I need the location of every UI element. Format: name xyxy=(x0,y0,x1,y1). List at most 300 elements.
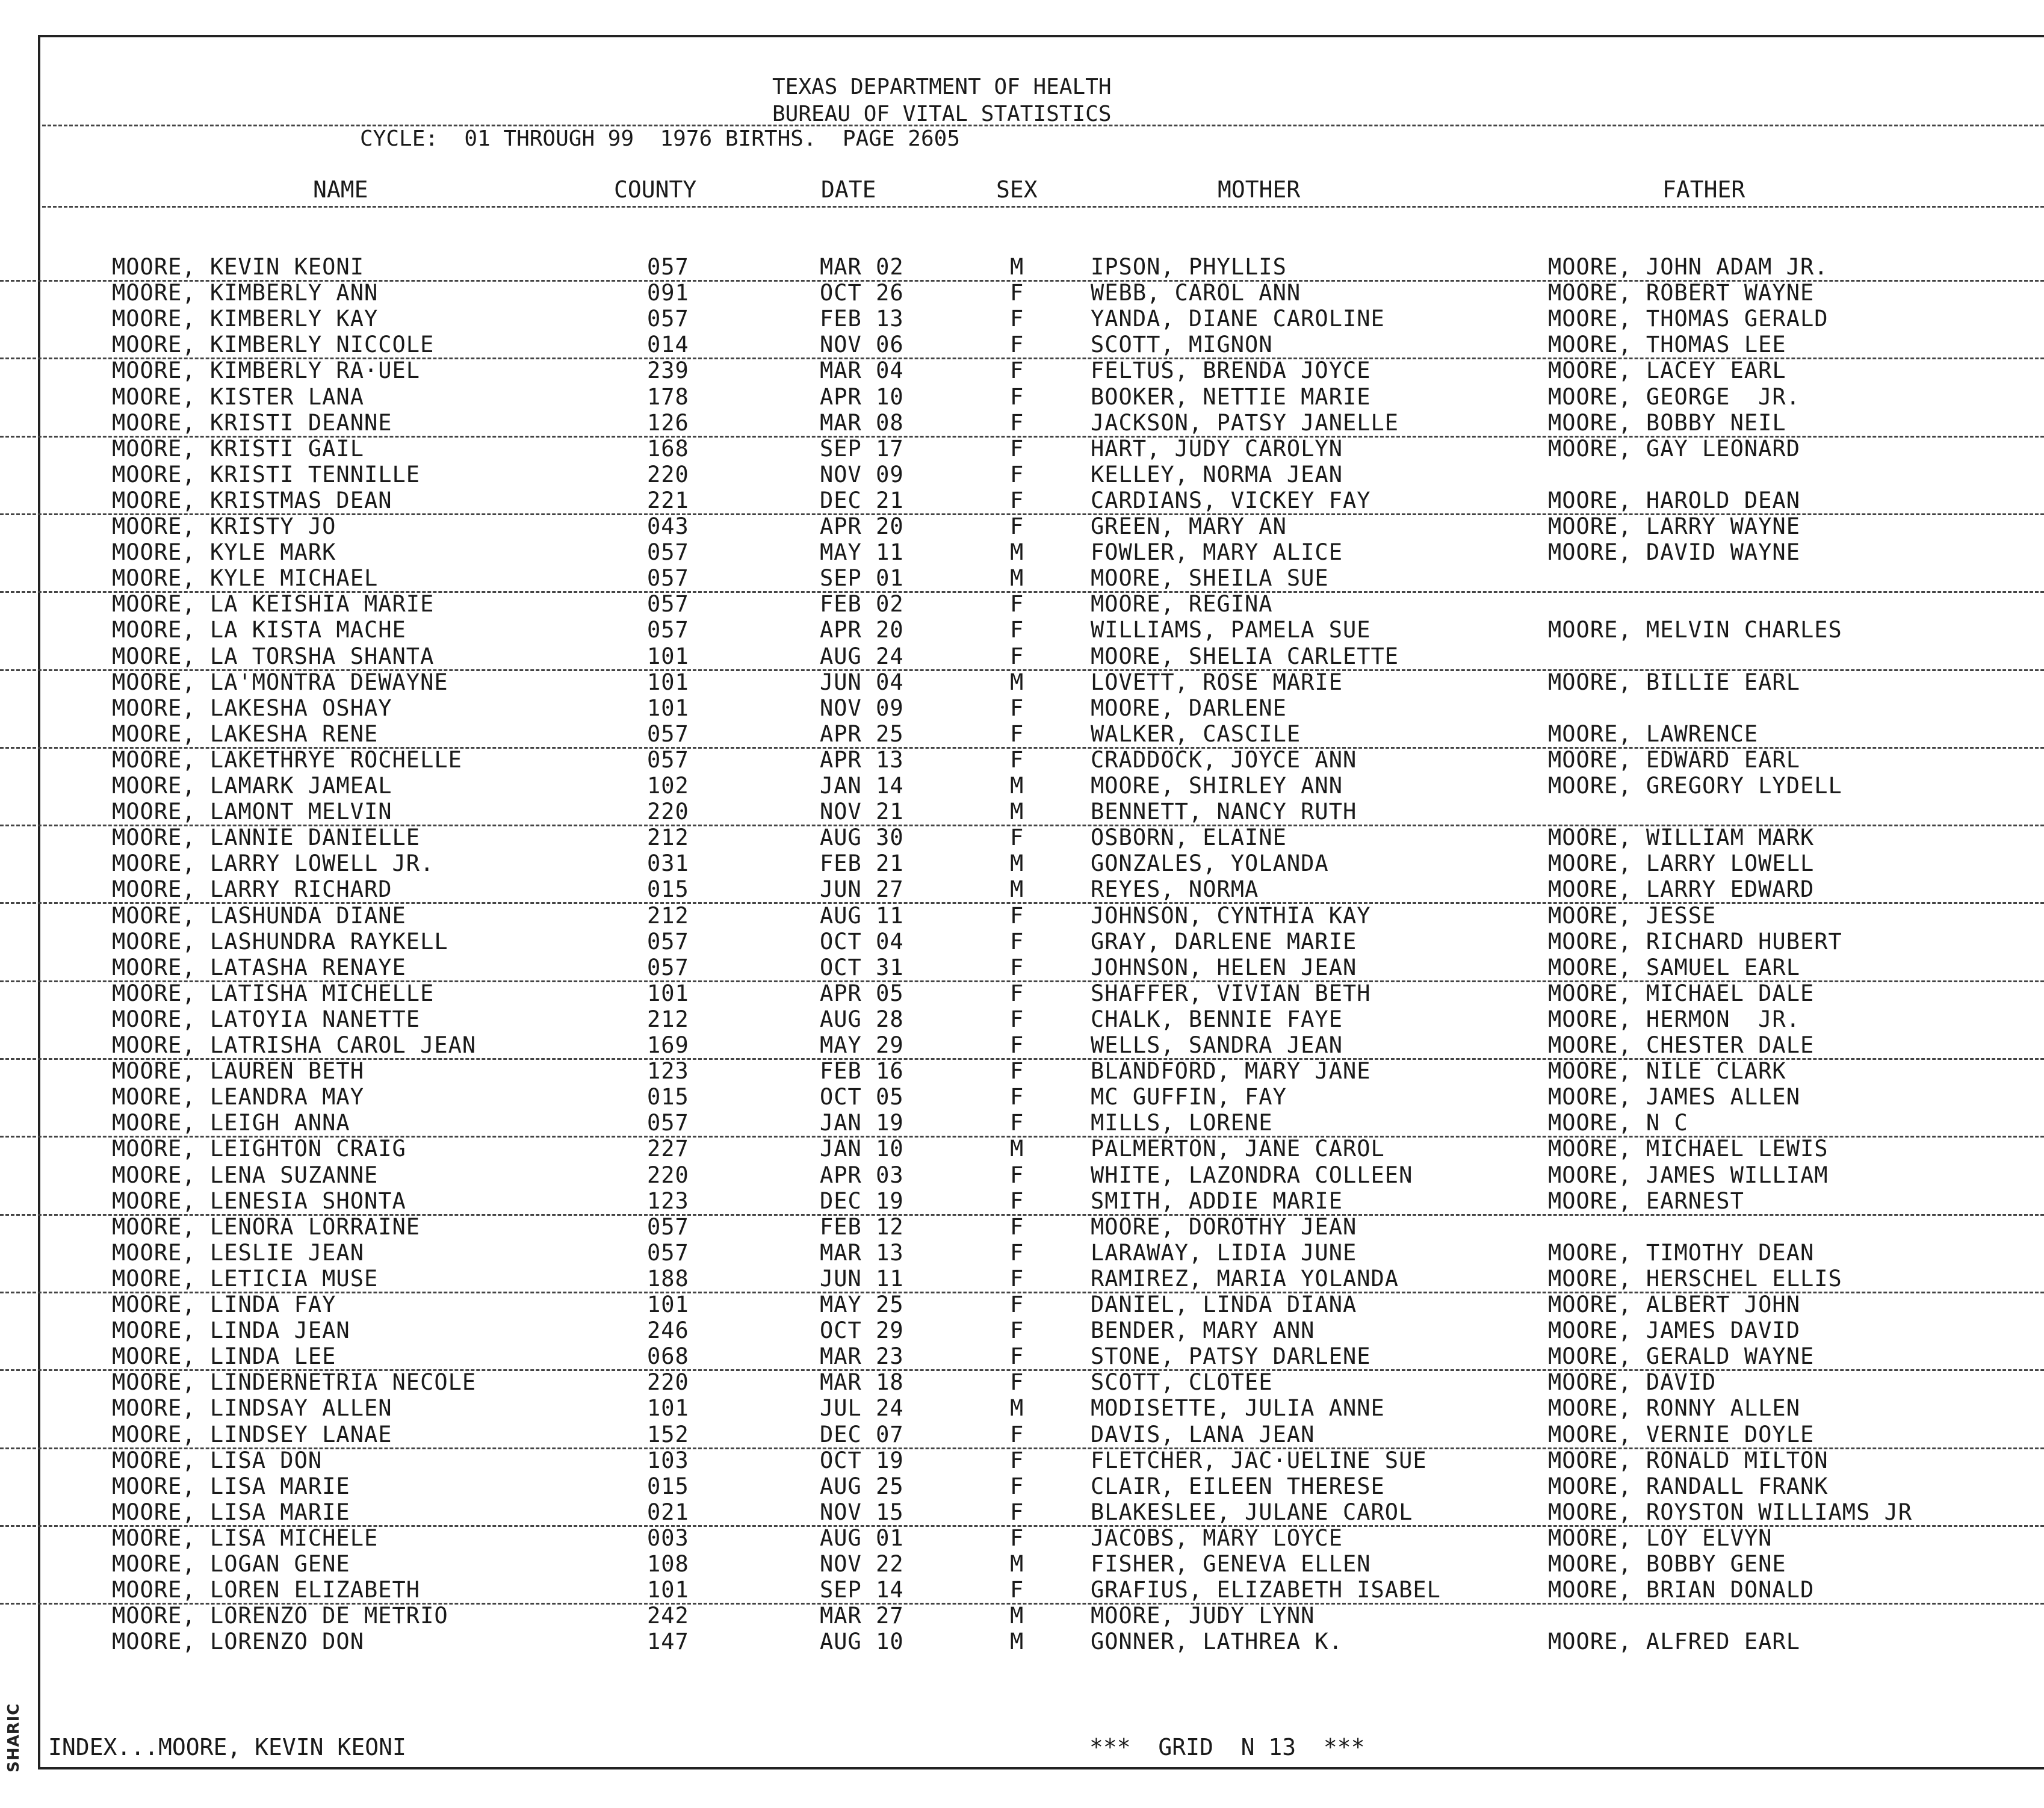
table-row xyxy=(0,1110,2044,1138)
record-mother: BENNETT, NANCY RUTH xyxy=(1091,799,1357,825)
record-date: JAN 10 xyxy=(820,1136,904,1162)
record-county: 068 xyxy=(647,1343,689,1369)
record-sex: F xyxy=(1010,513,1024,539)
record-county: 220 xyxy=(647,1162,689,1188)
table-row xyxy=(0,539,2044,565)
record-mother: SCOTT, MIGNON xyxy=(1091,332,1273,358)
record-father: MOORE, HERMON JR. xyxy=(1548,1006,1800,1032)
record-sex: F xyxy=(1010,306,1024,332)
record-sex: F xyxy=(1010,1292,1024,1317)
column-header-mother: MOTHER xyxy=(1218,176,1301,203)
record-name: MOORE, LA KEISHIA MARIE xyxy=(112,591,435,617)
record-date: NOV 15 xyxy=(820,1499,904,1525)
record-name: MOORE, LENORA LORRAINE xyxy=(112,1214,421,1240)
record-name: MOORE, KIMBERLY ANN xyxy=(112,280,379,306)
record-name: MOORE, LINDA LEE xyxy=(112,1343,336,1369)
record-county: 015 xyxy=(647,1473,689,1499)
record-date: MAR 23 xyxy=(820,1343,904,1369)
record-father: MOORE, JOHN ADAM JR. xyxy=(1548,254,1829,280)
record-sex: F xyxy=(1010,721,1024,747)
record-father: MOORE, BOBBY GENE xyxy=(1548,1551,1786,1577)
record-father: MOORE, RONNY ALLEN xyxy=(1548,1395,1800,1421)
record-father: MOORE, DAVID WAYNE xyxy=(1548,539,1800,565)
record-sex: F xyxy=(1010,1058,1024,1084)
record-name: MOORE, LA TORSHA SHANTA xyxy=(112,643,435,669)
record-mother: GONZALES, YOLANDA xyxy=(1091,850,1329,876)
record-name: MOORE, LEANDRA MAY xyxy=(112,1084,364,1110)
record-date: AUG 30 xyxy=(820,825,904,850)
table-row xyxy=(0,1422,2044,1449)
record-date: OCT 19 xyxy=(820,1447,904,1473)
table-row xyxy=(0,1214,2044,1240)
record-county: 246 xyxy=(647,1317,689,1343)
record-sex: F xyxy=(1010,825,1024,850)
record-father: MOORE, LACEY EARL xyxy=(1548,358,1786,383)
record-date: AUG 24 xyxy=(820,643,904,669)
record-date: JAN 14 xyxy=(820,773,904,799)
record-sex: F xyxy=(1010,1214,1024,1240)
record-mother: DAVIS, LANA JEAN xyxy=(1091,1422,1315,1447)
record-sex: M xyxy=(1010,1136,1024,1162)
record-mother: MOORE, JUDY LYNN xyxy=(1091,1603,1315,1629)
table-row xyxy=(0,747,2044,773)
record-name: MOORE, LISA MICHELE xyxy=(112,1525,379,1551)
record-mother: BLAKESLEE, JULANE CAROL xyxy=(1091,1499,1413,1525)
record-date: DEC 21 xyxy=(820,488,904,513)
record-name: MOORE, LENESIA SHONTA xyxy=(112,1188,406,1214)
record-date: SEP 01 xyxy=(820,565,904,591)
record-name: MOORE, LANNIE DANIELLE xyxy=(112,825,421,850)
record-date: FEB 16 xyxy=(820,1058,904,1084)
record-father: MOORE, DAVID xyxy=(1548,1369,1717,1395)
record-name: MOORE, LARRY RICHARD xyxy=(112,876,392,902)
record-date: JUN 11 xyxy=(820,1266,904,1292)
record-county: 220 xyxy=(647,1369,689,1395)
record-sex: F xyxy=(1010,1006,1024,1032)
record-name: MOORE, LAMARK JAMEAL xyxy=(112,773,392,799)
table-row xyxy=(0,1058,2044,1084)
record-date: SEP 17 xyxy=(820,436,904,462)
table-row xyxy=(0,1369,2044,1395)
record-mother: JOHNSON, HELEN JEAN xyxy=(1091,955,1357,980)
record-date: AUG 10 xyxy=(820,1629,904,1655)
record-county: 057 xyxy=(647,929,689,955)
table-row xyxy=(0,1395,2044,1421)
record-sex: F xyxy=(1010,1240,1024,1266)
record-date: OCT 26 xyxy=(820,280,904,306)
record-father: MOORE, RICHARD HUBERT xyxy=(1548,929,1842,955)
record-date: JUL 24 xyxy=(820,1395,904,1421)
table-row xyxy=(0,384,2044,410)
record-father: MOORE, NILE CLARK xyxy=(1548,1058,1786,1084)
record-county: 015 xyxy=(647,1084,689,1110)
record-sex: M xyxy=(1010,1395,1024,1421)
record-mother: GRAY, DARLENE MARIE xyxy=(1091,929,1357,955)
record-mother: BENDER, MARY ANN xyxy=(1091,1317,1315,1343)
record-date: MAY 11 xyxy=(820,539,904,565)
record-name: MOORE, LEIGH ANNA xyxy=(112,1110,350,1136)
record-mother: JOHNSON, CYNTHIA KAY xyxy=(1091,903,1371,929)
record-county: 043 xyxy=(647,513,689,539)
record-county: 212 xyxy=(647,825,689,850)
record-sex: F xyxy=(1010,1473,1024,1499)
record-name: MOORE, LISA DON xyxy=(112,1447,323,1473)
table-row xyxy=(0,1447,2044,1473)
record-county: 242 xyxy=(647,1603,689,1629)
record-county: 101 xyxy=(647,1395,689,1421)
record-mother: MOORE, SHIRLEY ANN xyxy=(1091,773,1343,799)
record-mother: MOORE, REGINA xyxy=(1091,591,1273,617)
record-date: NOV 22 xyxy=(820,1551,904,1577)
record-county: 239 xyxy=(647,358,689,383)
record-mother: IPSON, PHYLLIS xyxy=(1091,254,1287,280)
record-name: MOORE, LATISHA MICHELLE xyxy=(112,980,435,1006)
record-date: DEC 19 xyxy=(820,1188,904,1214)
record-sex: F xyxy=(1010,955,1024,980)
record-sex: F xyxy=(1010,358,1024,383)
record-name: MOORE, LINDERNETRIA NECOLE xyxy=(112,1369,477,1395)
record-father: MOORE, JESSE xyxy=(1548,903,1717,929)
record-mother: GRAFIUS, ELIZABETH ISABEL xyxy=(1091,1577,1441,1603)
table-row xyxy=(0,1603,2044,1629)
record-father: MOORE, TIMOTHY DEAN xyxy=(1548,1240,1815,1266)
record-date: AUG 25 xyxy=(820,1473,904,1499)
record-sex: F xyxy=(1010,980,1024,1006)
record-name: MOORE, LASHUNDA DIANE xyxy=(112,903,406,929)
header-agency: TEXAS DEPARTMENT OF HEALTH xyxy=(772,75,1112,99)
record-father: MOORE, RANDALL FRANK xyxy=(1548,1473,1829,1499)
record-name: MOORE, LATRISHA CAROL JEAN xyxy=(112,1032,477,1058)
record-county: 123 xyxy=(647,1188,689,1214)
table-row xyxy=(0,876,2044,904)
record-name: MOORE, LAKESHA RENE xyxy=(112,721,379,747)
record-sex: F xyxy=(1010,1447,1024,1473)
record-sex: M xyxy=(1010,876,1024,902)
record-county: 101 xyxy=(647,1292,689,1317)
record-date: FEB 02 xyxy=(820,591,904,617)
record-county: 057 xyxy=(647,1110,689,1136)
record-mother: OSBORN, ELAINE xyxy=(1091,825,1287,850)
table-row xyxy=(0,436,2044,462)
record-name: MOORE, KRISTI TENNILLE xyxy=(112,462,421,488)
record-name: MOORE, KIMBERLY NICCOLE xyxy=(112,332,435,358)
record-mother: JACOBS, MARY LOYCE xyxy=(1091,1525,1343,1551)
record-mother: MC GUFFIN, FAY xyxy=(1091,1084,1287,1110)
record-name: MOORE, LESLIE JEAN xyxy=(112,1240,364,1266)
table-row xyxy=(0,617,2044,643)
record-name: MOORE, LARRY LOWELL JR. xyxy=(112,850,435,876)
record-mother: DANIEL, LINDA DIANA xyxy=(1091,1292,1357,1317)
record-date: NOV 21 xyxy=(820,799,904,825)
record-county: 169 xyxy=(647,1032,689,1058)
record-name: MOORE, KRISTI GAIL xyxy=(112,436,364,462)
record-date: AUG 11 xyxy=(820,903,904,929)
grid-label: *** GRID N 13 *** xyxy=(1089,1734,1365,1760)
record-father: MOORE, ROBERT WAYNE xyxy=(1548,280,1815,306)
record-name: MOORE, KRISTY JO xyxy=(112,513,336,539)
table-row xyxy=(0,565,2044,593)
record-father: MOORE, MICHAEL LEWIS xyxy=(1548,1136,1829,1162)
record-date: JUN 04 xyxy=(820,669,904,695)
table-row xyxy=(0,462,2044,488)
record-name: MOORE, KISTER LANA xyxy=(112,384,364,410)
record-county: 126 xyxy=(647,410,689,436)
table-row xyxy=(0,695,2044,721)
record-mother: MOORE, SHEILA SUE xyxy=(1091,565,1329,591)
record-mother: GREEN, MARY AN xyxy=(1091,513,1287,539)
record-mother: STONE, PATSY DARLENE xyxy=(1091,1343,1371,1369)
record-date: APR 10 xyxy=(820,384,904,410)
table-row xyxy=(0,1343,2044,1371)
record-sex: M xyxy=(1010,1551,1024,1577)
record-county: 091 xyxy=(647,280,689,306)
record-sex: F xyxy=(1010,929,1024,955)
record-county: 101 xyxy=(647,669,689,695)
record-sex: F xyxy=(1010,1422,1024,1447)
header-cycle: CYCLE: 01 THROUGH 99 1976 BIRTHS. PAGE 2605 xyxy=(360,126,960,151)
table-row xyxy=(0,903,2044,929)
record-name: MOORE, LEIGHTON CRAIG xyxy=(112,1136,406,1162)
record-mother: BLANDFORD, MARY JANE xyxy=(1091,1058,1371,1084)
table-row xyxy=(0,280,2044,306)
record-sex: M xyxy=(1010,669,1024,695)
record-county: 101 xyxy=(647,643,689,669)
record-mother: HART, JUDY CAROLYN xyxy=(1091,436,1343,462)
record-name: MOORE, KYLE MARK xyxy=(112,539,336,565)
record-county: 057 xyxy=(647,565,689,591)
record-mother: WELLS, SANDRA JEAN xyxy=(1091,1032,1343,1058)
record-father: MOORE, JAMES DAVID xyxy=(1548,1317,1800,1343)
record-mother: JACKSON, PATSY JANELLE xyxy=(1091,410,1399,436)
table-row xyxy=(0,1317,2044,1343)
record-county: 178 xyxy=(647,384,689,410)
table-row xyxy=(0,332,2044,359)
record-name: MOORE, LASHUNDRA RAYKELL xyxy=(112,929,448,955)
record-father: MOORE, CHESTER DALE xyxy=(1548,1032,1815,1058)
record-county: 103 xyxy=(647,1447,689,1473)
record-sex: F xyxy=(1010,903,1024,929)
record-date: APR 25 xyxy=(820,721,904,747)
record-mother: GONNER, LATHREA K. xyxy=(1091,1629,1343,1655)
record-county: 101 xyxy=(647,1577,689,1603)
record-mother: BOOKER, NETTIE MARIE xyxy=(1091,384,1371,410)
table-row xyxy=(0,1188,2044,1216)
record-sex: F xyxy=(1010,462,1024,488)
record-sex: F xyxy=(1010,1369,1024,1395)
record-mother: FOWLER, MARY ALICE xyxy=(1091,539,1343,565)
table-row xyxy=(0,1551,2044,1577)
table-row xyxy=(0,358,2044,383)
table-row xyxy=(0,825,2044,850)
record-name: MOORE, LATOYIA NANETTE xyxy=(112,1006,421,1032)
record-sex: M xyxy=(1010,799,1024,825)
record-mother: REYES, NORMA xyxy=(1091,876,1259,902)
record-name: MOORE, LETICIA MUSE xyxy=(112,1266,379,1292)
record-sex: F xyxy=(1010,1499,1024,1525)
record-date: SEP 14 xyxy=(820,1577,904,1603)
record-sex: F xyxy=(1010,1343,1024,1369)
record-name: MOORE, LISA MARIE xyxy=(112,1473,350,1499)
record-name: MOORE, KEVIN KEONI xyxy=(112,254,364,280)
record-mother: FELTUS, BRENDA JOYCE xyxy=(1091,358,1371,383)
record-sex: F xyxy=(1010,1525,1024,1551)
record-mother: RAMIREZ, MARIA YOLANDA xyxy=(1091,1266,1399,1292)
record-county: 212 xyxy=(647,903,689,929)
record-county: 212 xyxy=(647,1006,689,1032)
record-father: MOORE, VERNIE DOYLE xyxy=(1548,1422,1815,1447)
record-name: MOORE, LISA MARIE xyxy=(112,1499,350,1525)
table-row xyxy=(0,1240,2044,1266)
table-row xyxy=(0,1162,2044,1188)
record-county: 101 xyxy=(647,695,689,721)
record-name: MOORE, KIMBERLY RA·UEL xyxy=(112,358,421,383)
record-mother: CLAIR, EILEEN THERESE xyxy=(1091,1473,1385,1499)
record-name: MOORE, KIMBERLY KAY xyxy=(112,306,379,332)
column-header-date: DATE xyxy=(821,176,876,203)
table-row xyxy=(0,1292,2044,1317)
record-mother: YANDA, DIANE CAROLINE xyxy=(1091,306,1385,332)
table-row xyxy=(0,306,2044,332)
record-mother: FISHER, GENEVA ELLEN xyxy=(1091,1551,1371,1577)
record-date: FEB 12 xyxy=(820,1214,904,1240)
record-county: 021 xyxy=(647,1499,689,1525)
record-date: APR 20 xyxy=(820,513,904,539)
table-row xyxy=(0,669,2044,695)
record-date: MAR 04 xyxy=(820,358,904,383)
record-date: AUG 28 xyxy=(820,1006,904,1032)
record-name: MOORE, LINDA JEAN xyxy=(112,1317,350,1343)
record-date: NOV 09 xyxy=(820,695,904,721)
record-county: 152 xyxy=(647,1422,689,1447)
column-header-father: FATHER xyxy=(1662,176,1745,203)
record-father: MOORE, EARNEST xyxy=(1548,1188,1744,1214)
table-row xyxy=(0,643,2044,671)
header-bureau: BUREAU OF VITAL STATISTICS xyxy=(772,102,1112,126)
record-county: 123 xyxy=(647,1058,689,1084)
record-mother: PALMERTON, JANE CAROL xyxy=(1091,1136,1385,1162)
side-label: SHARIC xyxy=(5,1703,23,1772)
record-sex: F xyxy=(1010,617,1024,643)
record-sex: F xyxy=(1010,1317,1024,1343)
record-county: 101 xyxy=(647,980,689,1006)
record-father: MOORE, GEORGE JR. xyxy=(1548,384,1800,410)
record-father: MOORE, JAMES ALLEN xyxy=(1548,1084,1800,1110)
record-county: 057 xyxy=(647,955,689,980)
record-date: MAR 13 xyxy=(820,1240,904,1266)
record-sex: F xyxy=(1010,436,1024,462)
record-county: 057 xyxy=(647,1214,689,1240)
column-header-name: NAME xyxy=(313,176,368,203)
record-sex: F xyxy=(1010,695,1024,721)
record-name: MOORE, LENA SUZANNE xyxy=(112,1162,379,1188)
record-county: 188 xyxy=(647,1266,689,1292)
record-mother: WEBB, CAROL ANN xyxy=(1091,280,1301,306)
record-county: 015 xyxy=(647,876,689,902)
record-sex: F xyxy=(1010,643,1024,669)
table-row xyxy=(0,1473,2044,1499)
record-father: MOORE, EDWARD EARL xyxy=(1548,747,1800,773)
record-father: MOORE, GERALD WAYNE xyxy=(1548,1343,1815,1369)
record-name: MOORE, KYLE MICHAEL xyxy=(112,565,379,591)
record-father: MOORE, JAMES WILLIAM xyxy=(1548,1162,1829,1188)
record-sex: F xyxy=(1010,488,1024,513)
record-date: APR 20 xyxy=(820,617,904,643)
record-father: MOORE, BILLIE EARL xyxy=(1548,669,1800,695)
record-father: MOORE, SAMUEL EARL xyxy=(1548,955,1800,980)
table-row xyxy=(0,488,2044,515)
record-sex: F xyxy=(1010,1084,1024,1110)
record-father: MOORE, LAWRENCE xyxy=(1548,721,1759,747)
record-sex: F xyxy=(1010,747,1024,773)
record-sex: M xyxy=(1010,850,1024,876)
record-county: 057 xyxy=(647,539,689,565)
record-date: DEC 07 xyxy=(820,1422,904,1447)
record-name: MOORE, LAUREN BETH xyxy=(112,1058,364,1084)
record-name: MOORE, LAKETHRYE ROCHELLE xyxy=(112,747,462,773)
record-date: JAN 19 xyxy=(820,1110,904,1136)
record-mother: MODISETTE, JULIA ANNE xyxy=(1091,1395,1385,1421)
record-father: MOORE, LARRY WAYNE xyxy=(1548,513,1800,539)
column-header-county: COUNTY xyxy=(614,176,697,203)
table-row xyxy=(0,1525,2044,1551)
record-sex: M xyxy=(1010,254,1024,280)
column-header-rule xyxy=(42,206,2044,208)
record-mother: FLETCHER, JAC·UELINE SUE xyxy=(1091,1447,1427,1473)
record-father: MOORE, ROYSTON WILLIAMS JR xyxy=(1548,1499,1913,1525)
record-father: MOORE, LARRY EDWARD xyxy=(1548,876,1815,902)
header-rule xyxy=(42,125,2044,126)
record-mother: SCOTT, CLOTEE xyxy=(1091,1369,1273,1395)
record-sex: M xyxy=(1010,1629,1024,1655)
record-sex: F xyxy=(1010,1188,1024,1214)
record-county: 102 xyxy=(647,773,689,799)
record-county: 227 xyxy=(647,1136,689,1162)
record-date: MAR 27 xyxy=(820,1603,904,1629)
record-mother: WALKER, CASCILE xyxy=(1091,721,1301,747)
table-row xyxy=(0,1629,2044,1655)
record-date: FEB 21 xyxy=(820,850,904,876)
record-county: 057 xyxy=(647,254,689,280)
table-row xyxy=(0,591,2044,617)
record-name: MOORE, LORENZO DE METRIO xyxy=(112,1603,448,1629)
record-mother: KELLEY, NORMA JEAN xyxy=(1091,462,1343,488)
record-father: MOORE, LOY ELVYN xyxy=(1548,1525,1773,1551)
record-mother: WHITE, LAZONDRA COLLEEN xyxy=(1091,1162,1413,1188)
record-county: 031 xyxy=(647,850,689,876)
table-row xyxy=(0,513,2044,539)
record-father: MOORE, LARRY LOWELL xyxy=(1548,850,1815,876)
record-county: 057 xyxy=(647,721,689,747)
record-name: MOORE, LAMONT MELVIN xyxy=(112,799,392,825)
record-sex: F xyxy=(1010,591,1024,617)
record-county: 108 xyxy=(647,1551,689,1577)
record-sex: M xyxy=(1010,539,1024,565)
record-date: APR 03 xyxy=(820,1162,904,1188)
record-sex: F xyxy=(1010,384,1024,410)
table-row xyxy=(0,1006,2044,1032)
record-county: 003 xyxy=(647,1525,689,1551)
record-date: NOV 09 xyxy=(820,462,904,488)
record-county: 221 xyxy=(647,488,689,513)
record-sex: F xyxy=(1010,1162,1024,1188)
record-date: APR 05 xyxy=(820,980,904,1006)
record-sex: F xyxy=(1010,280,1024,306)
record-mother: WILLIAMS, PAMELA SUE xyxy=(1091,617,1371,643)
record-date: OCT 05 xyxy=(820,1084,904,1110)
record-date: AUG 01 xyxy=(820,1525,904,1551)
record-mother: LOVETT, ROSE MARIE xyxy=(1091,669,1343,695)
record-father: MOORE, MELVIN CHARLES xyxy=(1548,617,1842,643)
